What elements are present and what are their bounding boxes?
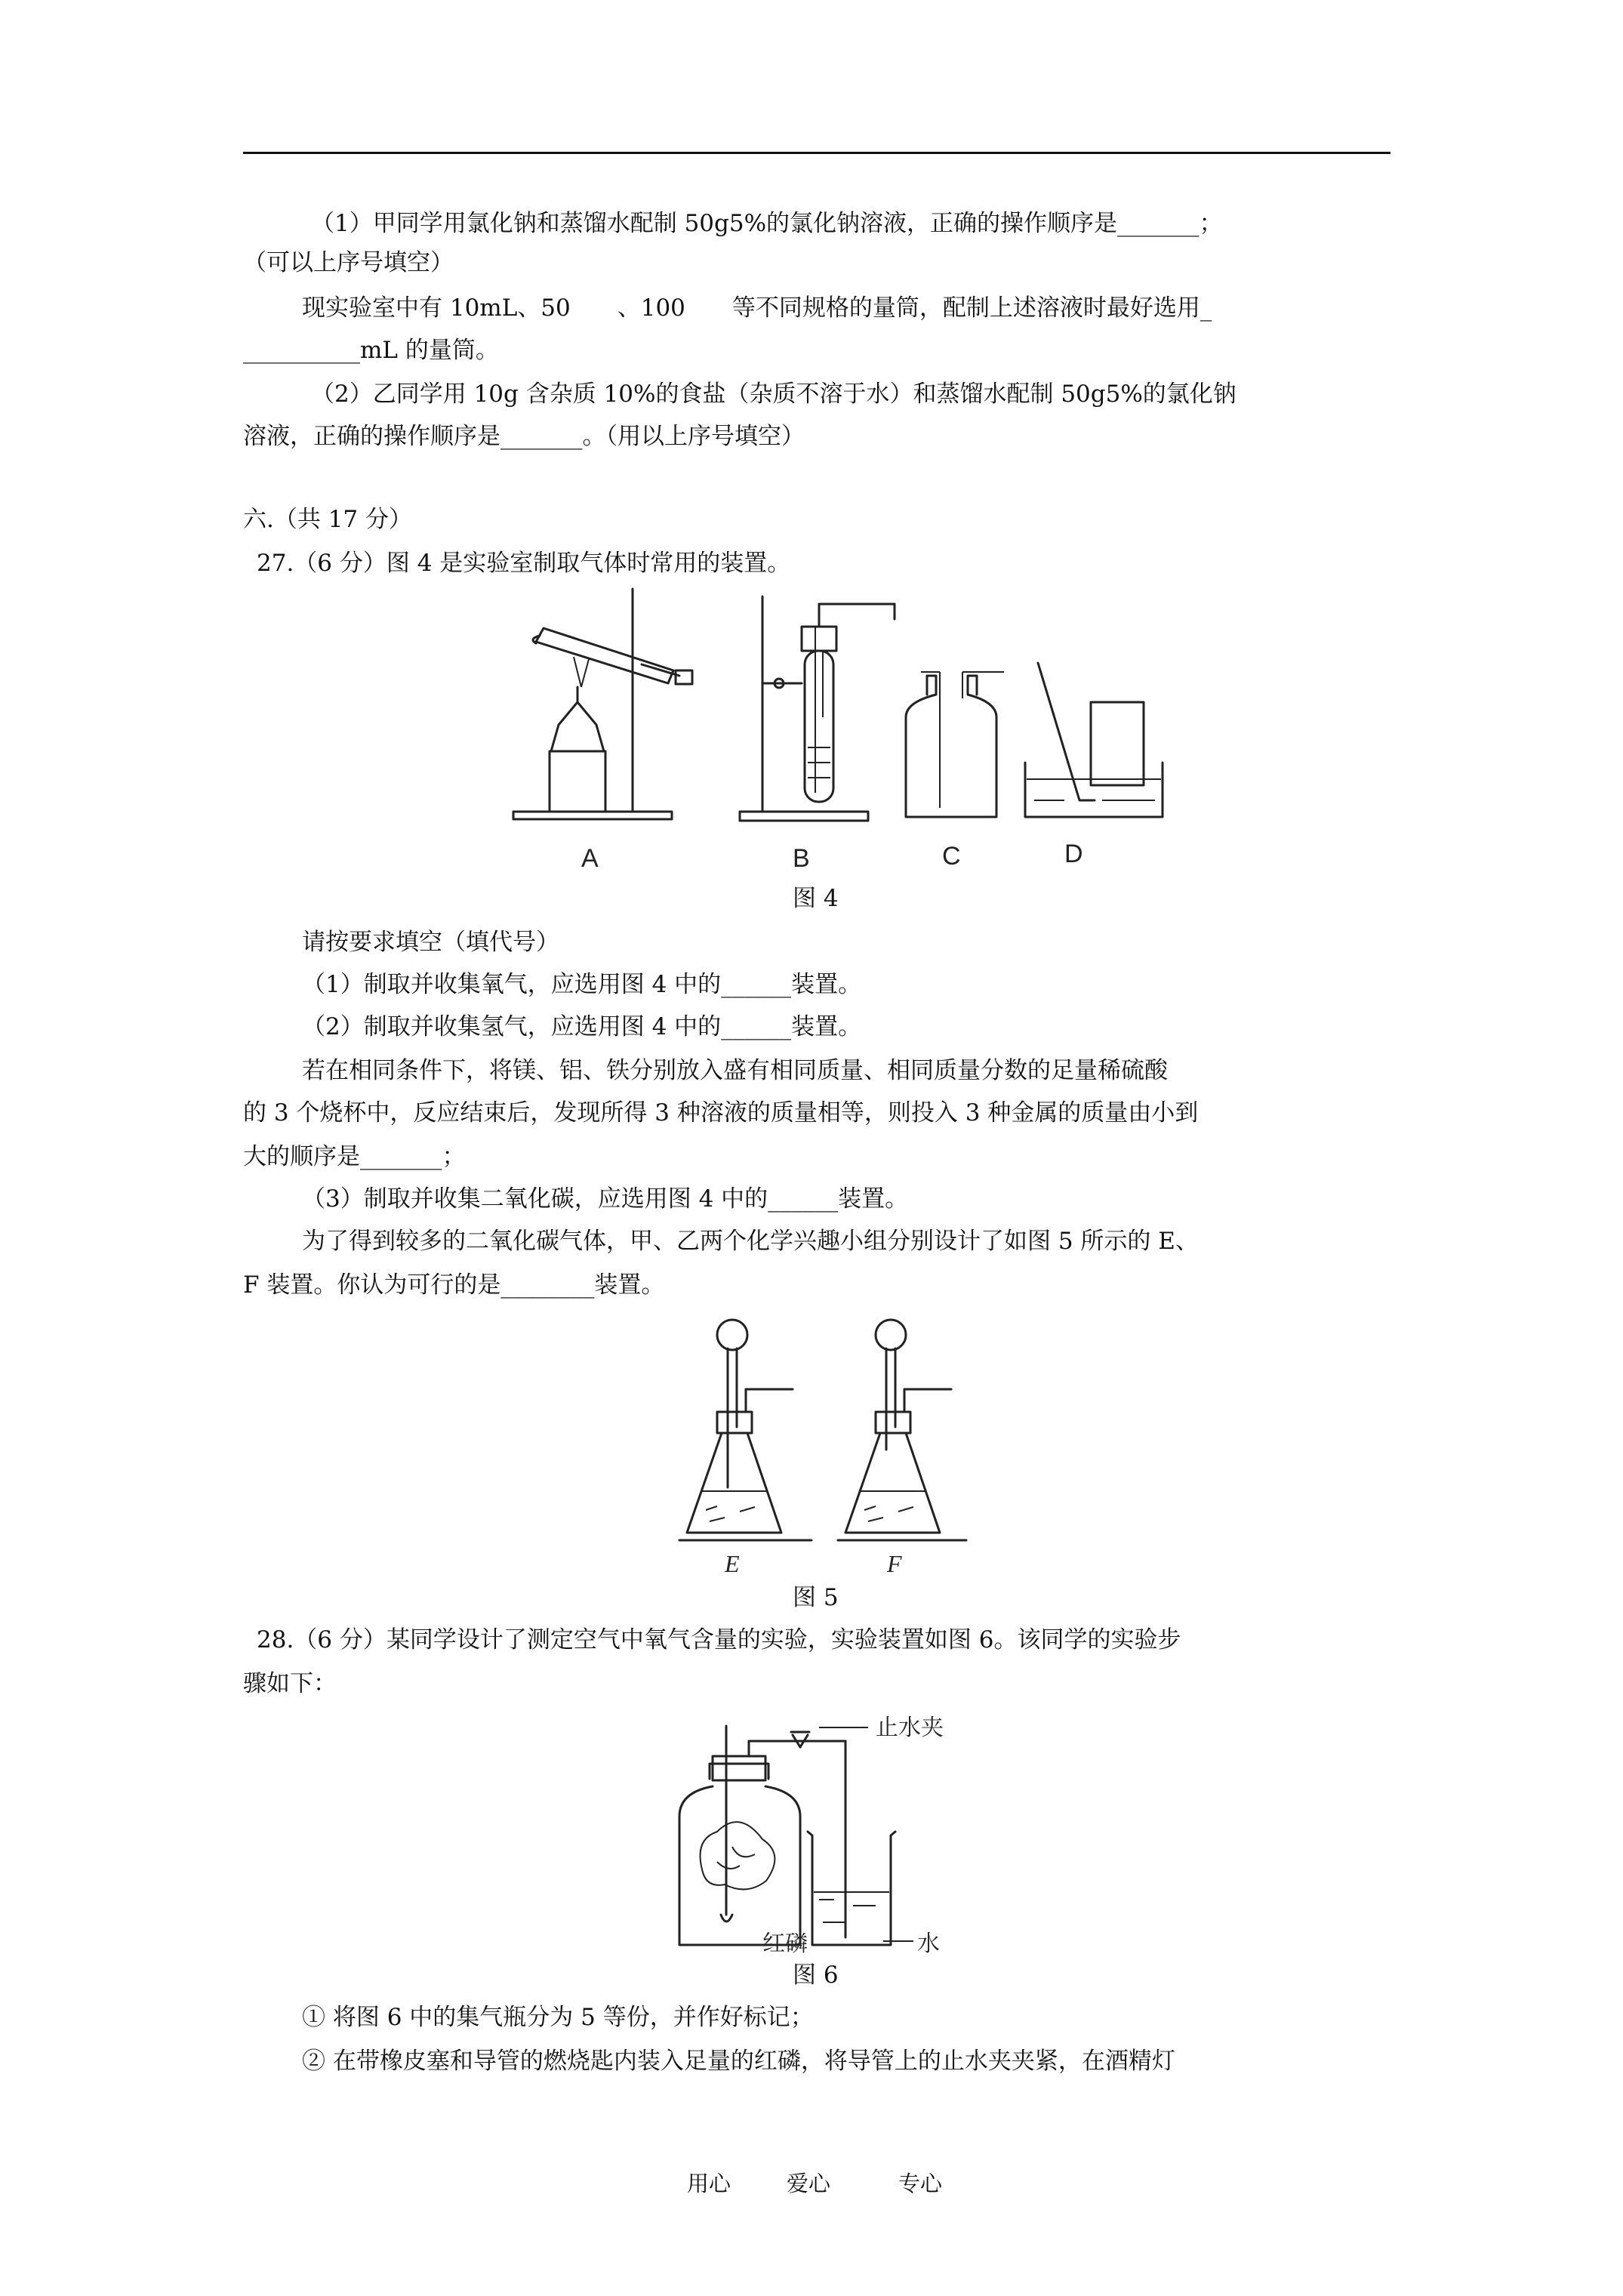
footer-text-2: 爱心 (787, 2171, 831, 2196)
flask-f (838, 1320, 966, 1540)
fig4-label-b: B (793, 844, 810, 873)
header-rule (243, 152, 1390, 154)
q27-co2-line1: 为了得到较多的二氧化碳气体，甲、乙两个化学兴趣小组分别设计了如图 5 所示的 E、 (302, 1228, 1199, 1255)
figure-5-flasks (679, 1314, 966, 1586)
q26-cylinder-line1: 现实验室中有 10mL、50 、100 等不同规格的量筒，配制上述溶液时最好选用_ (302, 294, 1212, 322)
fig5-label-e: E (725, 1550, 740, 1577)
q28-intro-line1: 28.（6 分）某同学设计了测定空气中氧气含量的实验，实验装置如图 6。该同学的实验步 (257, 1626, 1181, 1653)
q26-part1-line2: （可以上序号填空） (243, 249, 454, 276)
figure-6-oxygen-apparatus (664, 1711, 981, 1960)
fig6-label-clamp: 止水夹 (876, 1715, 944, 1741)
q27-instruction: 请按要求填空（填代号） (302, 929, 559, 956)
q27-metal-line3: 大的顺序是_______； (243, 1143, 466, 1170)
q27-sub3: （3）制取并收集二氧化碳，应选用图 4 中的______装置。 (302, 1185, 909, 1213)
fig4-label-c: C (942, 842, 961, 871)
gas-bottle (679, 1726, 868, 1945)
fig6-label-phosphorus: 红磷 (762, 1931, 808, 1957)
fig6-label-water: 水 (917, 1931, 940, 1957)
q26-part2-line1: （2）乙同学用 10g 含杂质 10%的食盐（杂质不溶于水）和蒸馏水配制 50g5%的氯化钠 (311, 381, 1236, 408)
apparatus-d (1025, 663, 1163, 817)
q26-cylinder-line2: __________mL 的量筒。 (243, 337, 499, 364)
section-heading: 六.（共 17 分） (243, 506, 413, 533)
q28-step1: ① 将图 6 中的集气瓶分为 5 等份，并作好标记； (302, 2004, 814, 2031)
figure-4-apparatus (506, 581, 1170, 883)
fig4-label-d: D (1064, 840, 1083, 868)
q27-intro: 27.（6 分）图 4 是实验室制取气体时常用的装置。 (257, 550, 791, 577)
fig4-label-a: A (581, 844, 599, 873)
footer-text-3: 专心 (898, 2171, 943, 2196)
flask-e (679, 1320, 812, 1540)
q26-part2-line2: 溶液，正确的操作顺序是_______。（用以上序号填空） (243, 423, 805, 450)
q27-sub2: （2）制取并收集氢气，应选用图 4 中的______装置。 (302, 1013, 862, 1040)
apparatus-a (513, 589, 692, 819)
fig4-caption: 图 4 (793, 885, 839, 912)
q27-metal-line2: 的 3 个烧杯中，反应结束后，发现所得 3 种溶液的质量相等，则投入 3 种金属的质量由小到 (243, 1099, 1199, 1126)
apparatus-c (906, 672, 1004, 817)
fig6-caption: 图 6 (793, 1962, 839, 1989)
apparatus-b (740, 596, 895, 821)
q28-intro-line2: 骤如下： (243, 1670, 337, 1697)
q27-sub1: （1）制取并收集氧气，应选用图 4 中的______装置。 (302, 971, 862, 998)
q27-co2-line2: F 装置。你认为可行的是________装置。 (243, 1271, 665, 1299)
fig5-label-f: F (887, 1550, 902, 1577)
footer-text-1: 用心 (687, 2171, 731, 2196)
fig5-caption: 图 5 (793, 1584, 839, 1611)
q28-step2: ② 在带橡皮塞和导管的燃烧匙内装入足量的红磷，将导管上的止水夹夹紧，在酒精灯 (302, 2048, 1175, 2075)
beaker (808, 1832, 913, 1945)
q27-metal-line1: 若在相同条件下，将镁、铝、铁分别放入盛有相同质量、相同质量分数的足量稀硫酸 (302, 1057, 1168, 1084)
q26-part1-line1: （1）甲同学用氯化钠和蒸馏水配制 50g5%的氯化钠溶液，正确的操作顺序是_______； (311, 210, 1223, 237)
